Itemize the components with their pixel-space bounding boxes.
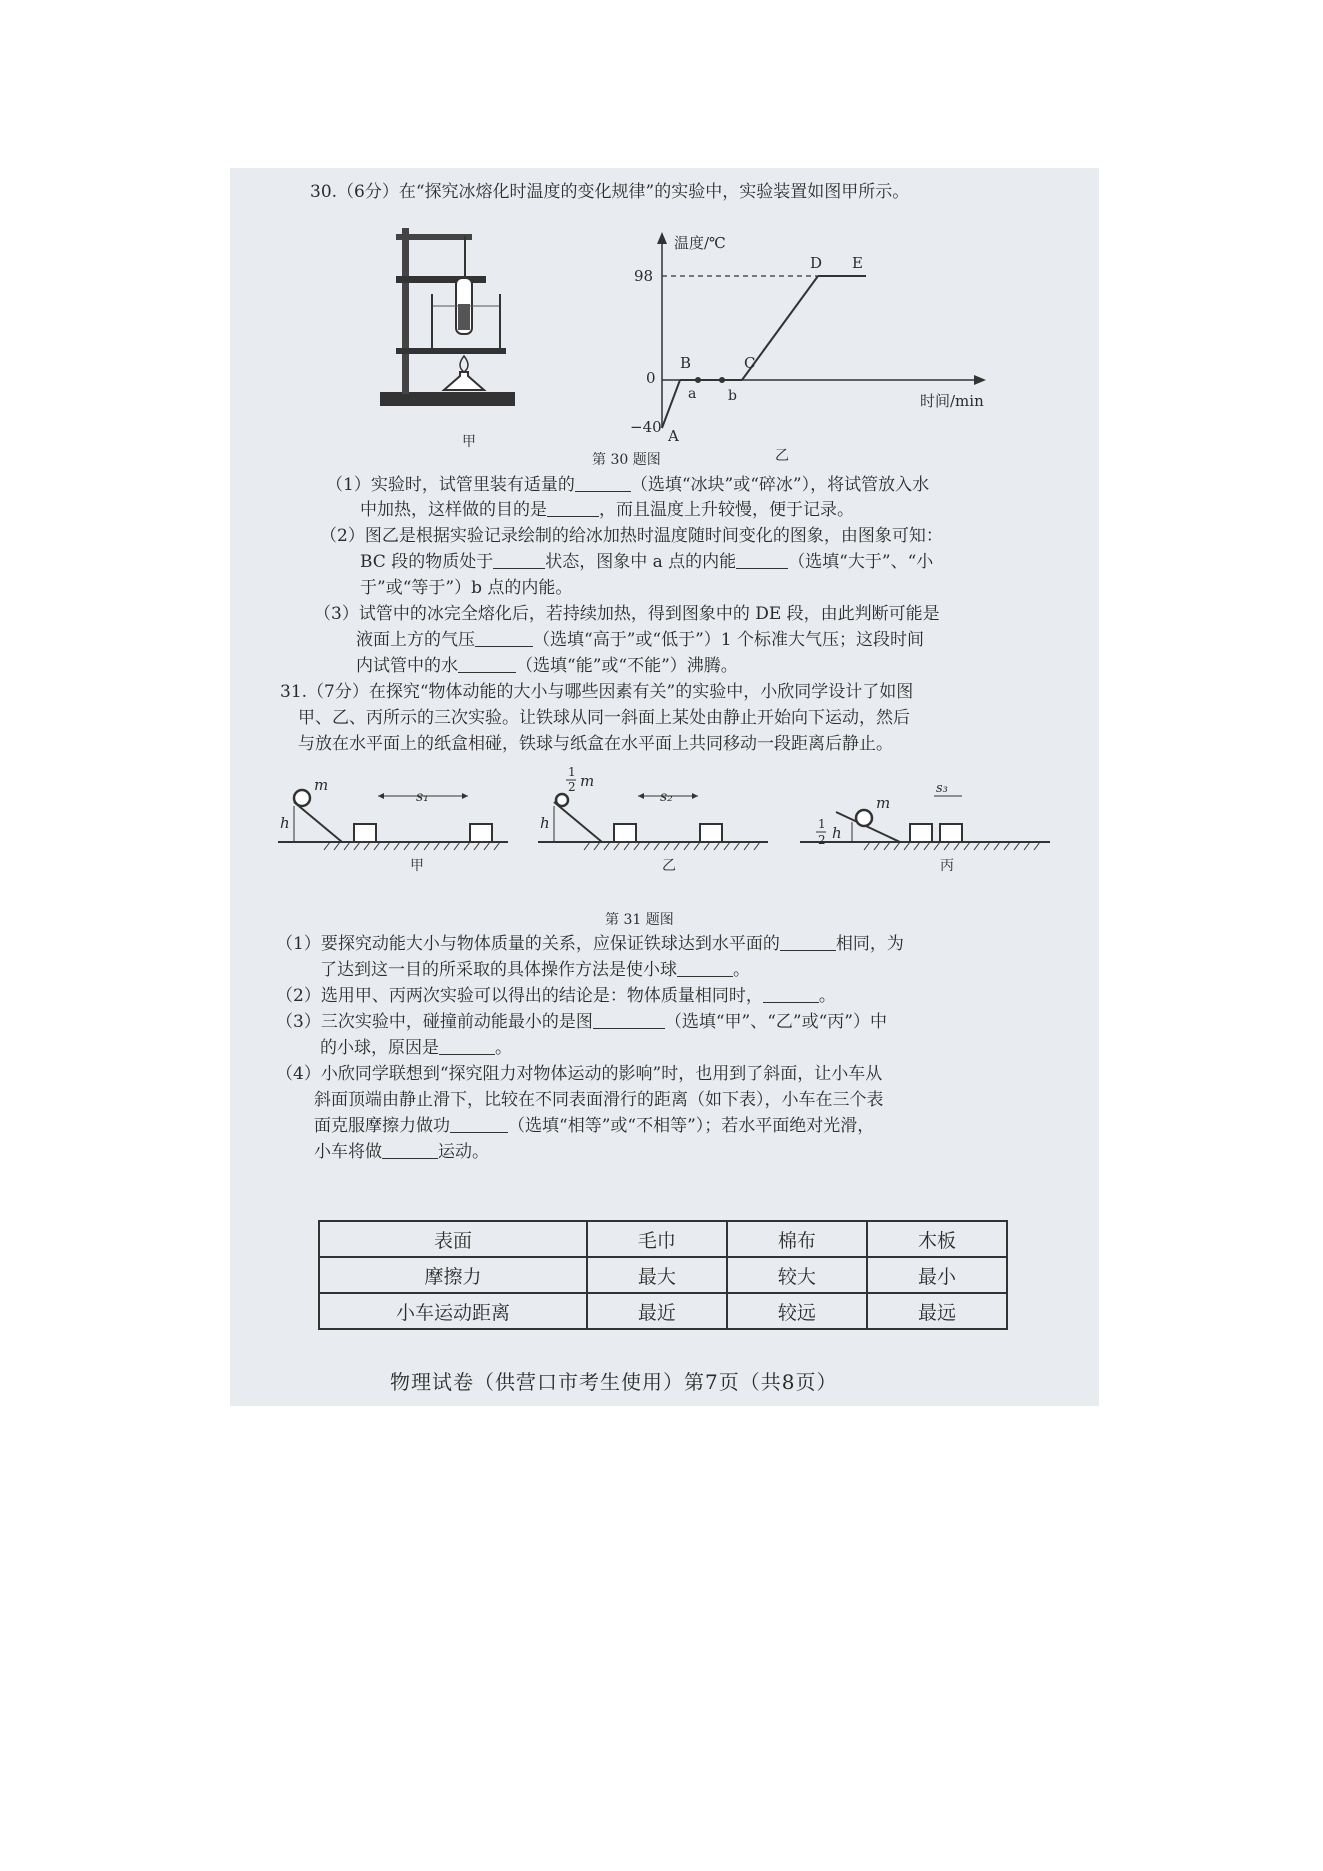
point-label-b-upper: B xyxy=(680,354,692,372)
dist-label-s3: s₃ xyxy=(936,781,948,796)
mass-label-yi: m xyxy=(580,772,595,790)
dist-label-s1: s₁ xyxy=(416,789,429,805)
label-yi: 乙 xyxy=(775,448,789,464)
hatch-bing xyxy=(864,842,1040,850)
temperature-graph xyxy=(630,228,1000,443)
slope-jia xyxy=(294,802,342,842)
mass-label-bing: m xyxy=(876,794,891,812)
stand-rod xyxy=(402,228,409,394)
x-axis-label: 时间/min xyxy=(920,392,984,410)
hatch-jia xyxy=(324,842,500,850)
q31-part3-line2: 的小球，原因是 。 xyxy=(320,1038,512,1058)
ball-jia xyxy=(294,790,310,806)
curve-ab xyxy=(662,380,680,428)
box-bing-end xyxy=(940,824,962,842)
fig31-label-jia: 甲 xyxy=(410,858,424,874)
table-row xyxy=(319,1221,1007,1257)
fig31-label-bing: 丙 xyxy=(940,858,954,874)
q31-part1-line2: 了达到这一目的所采取的具体操作方法是使小球 。 xyxy=(320,960,750,980)
page-footer: 物理试卷（供营口市考生使用）第7页（共8页） xyxy=(390,1370,838,1394)
q30-blank-3 xyxy=(493,552,545,569)
fig31-label-yi: 乙 xyxy=(662,858,676,874)
q30-blank-4 xyxy=(736,552,788,569)
alcohol-lamp xyxy=(444,372,484,390)
mass-label-jia: m xyxy=(314,776,329,794)
q30-part1-line1: （1）实验时，试管里装有适量的 （选填“冰块”或“碎冰”），将试管放入水 xyxy=(326,475,930,495)
mark-a-lower: a xyxy=(688,386,697,402)
q30-part3-line3: 内试管中的水 （选填“能”或“不能”）沸腾。 xyxy=(356,656,738,676)
half-den-yi: 2 xyxy=(568,780,576,794)
half-num-bing: 1 xyxy=(818,817,826,831)
mark-b-lower: b xyxy=(728,388,737,404)
table-cell: 小车运动距离 xyxy=(319,1293,587,1329)
table-cell: 最近 xyxy=(587,1293,727,1329)
q31-stem-line3: 与放在水平面上的纸盒相碰，铁球与纸盒在水平面上共同移动一段距离后静止。 xyxy=(298,734,893,754)
q31-blank-3 xyxy=(763,986,819,1003)
exam-page xyxy=(230,168,1099,1406)
q30-part3-line1: （3）试管中的冰完全熔化后，若持续加热，得到图象中的 DE 段，由此判断可能是 xyxy=(314,604,940,624)
point-a-dot xyxy=(695,377,701,383)
box-jia-end xyxy=(470,824,492,842)
table-cell: 最大 xyxy=(587,1257,727,1293)
table-cell: 较远 xyxy=(727,1293,867,1329)
q30-figure-caption: 第 30 题图 xyxy=(592,452,661,468)
upper-clamp xyxy=(396,234,472,240)
q30-part2-line3: 于”或“等于”）b 点的内能。 xyxy=(360,578,573,598)
q30-blank-5 xyxy=(475,630,533,647)
burner-flame xyxy=(460,356,468,372)
q31-part4-line1: （4）小欣同学联想到“探究阻力对物体运动的影响”时，也用到了斜面，让小车从 xyxy=(276,1064,883,1084)
friction-table xyxy=(318,1220,1008,1330)
y-tick-0: 0 xyxy=(646,369,656,387)
stand-base xyxy=(380,392,515,406)
table-row xyxy=(319,1257,1007,1293)
q30-blank-2 xyxy=(547,500,599,517)
q30-part3-line2: 液面上方的气压 （选填“高于”或“低于”）1 个标准大气压；这段时间 xyxy=(356,630,924,650)
table-cell: 最远 xyxy=(867,1293,1007,1329)
slope-yi xyxy=(554,802,602,842)
q31-blank-7 xyxy=(382,1142,438,1159)
point-b-dot xyxy=(719,377,725,383)
apparatus-figure xyxy=(380,220,530,430)
table-cell: 摩擦力 xyxy=(319,1257,587,1293)
point-label-e-upper: E xyxy=(852,254,863,272)
q30-part1-line2: 中加热，这样做的目的是 ，而且温度上升较慢，便于记录。 xyxy=(360,500,854,520)
point-label-c-upper: C xyxy=(744,354,756,372)
box-yi-start xyxy=(614,824,636,842)
ball-yi xyxy=(556,794,568,806)
box-jia-start xyxy=(354,824,376,842)
q30-part2-line2: BC 段的物质处于 状态，图象中 a 点的内能 （选填“大于”、“小 xyxy=(360,552,934,572)
y-tick-minus40: −40 xyxy=(630,418,662,436)
q31-blank-1 xyxy=(780,934,836,951)
q31-part3-line1: （3）三次实验中，碰撞前动能最小的是图 （选填“甲”、“乙”或“丙”）中 xyxy=(276,1012,887,1032)
q31-part2: （2）选用甲、丙两次实验可以得出的结论是：物体质量相同时， 。 xyxy=(276,986,836,1006)
q30-blank-6 xyxy=(458,656,516,673)
q30-blank-1 xyxy=(575,475,631,492)
dist-label-s2: s₂ xyxy=(660,789,673,805)
label-jia: 甲 xyxy=(462,434,476,450)
height-label-yi: h xyxy=(540,814,550,832)
table-cell: 较大 xyxy=(727,1257,867,1293)
box-yi-end xyxy=(700,824,722,842)
half-num-yi: 1 xyxy=(568,765,576,779)
height-label-bing: h xyxy=(832,824,842,842)
table-row xyxy=(319,1293,1007,1329)
y-axis-arrow xyxy=(657,232,667,244)
q31-blank-4 xyxy=(593,1012,665,1029)
x-axis-arrow xyxy=(974,375,986,385)
q31-part4-line3: 面克服摩擦力做功 （选填“相等”或“不相等”）；若水平面绝对光滑， xyxy=(314,1116,875,1136)
q31-figure-caption: 第 31 题图 xyxy=(605,912,674,928)
height-label-jia: h xyxy=(280,814,290,832)
table-cell: 毛巾 xyxy=(587,1221,727,1257)
q30-stem: 30.（6分）在“探究冰熔化时温度的变化规律”的实验中，实验装置如图甲所示。 xyxy=(310,182,910,202)
q31-part1-line1: （1）要探究动能大小与物体质量的关系，应保证铁球达到水平面的 相同，为 xyxy=(276,934,904,954)
table-cell: 最小 xyxy=(867,1257,1007,1293)
point-label-a-upper: A xyxy=(668,427,679,445)
hatch-yi xyxy=(584,842,760,850)
y-axis-label: 温度/℃ xyxy=(674,234,726,252)
ball-bing xyxy=(856,810,872,826)
incline-experiment-figure xyxy=(270,765,1070,878)
q31-part4-line2: 斜面顶端由静止滑下，比较在不同表面滑行的距离（如下表），小车在三个表 xyxy=(314,1090,884,1110)
q31-blank-6 xyxy=(450,1116,508,1133)
q31-blank-2 xyxy=(677,960,733,977)
ring-support xyxy=(396,348,506,354)
box-bing-start xyxy=(910,824,932,842)
ice-in-tube xyxy=(458,304,470,330)
table-cell: 表面 xyxy=(319,1221,587,1257)
q31-part4-line4: 小车将做 运动。 xyxy=(314,1142,489,1162)
q30-part2-line1: （2）图乙是根据实验记录绘制的给冰加热时温度随时间变化的图象，由图象可知： xyxy=(320,526,943,546)
half-den-bing: 2 xyxy=(818,833,826,847)
q31-stem-line1: 31.（7分）在探究“物体动能的大小与哪些因素有关”的实验中，小欣同学设计了如图 xyxy=(280,682,914,702)
table-cell: 棉布 xyxy=(727,1221,867,1257)
y-tick-98: 98 xyxy=(634,267,654,285)
table-cell: 木板 xyxy=(867,1221,1007,1257)
q31-stem-line2: 甲、乙、丙所示的三次实验。让铁球从同一斜面上某处由静止开始向下运动，然后 xyxy=(298,708,910,728)
q31-blank-5 xyxy=(439,1038,495,1055)
point-label-d-upper: D xyxy=(810,254,823,272)
